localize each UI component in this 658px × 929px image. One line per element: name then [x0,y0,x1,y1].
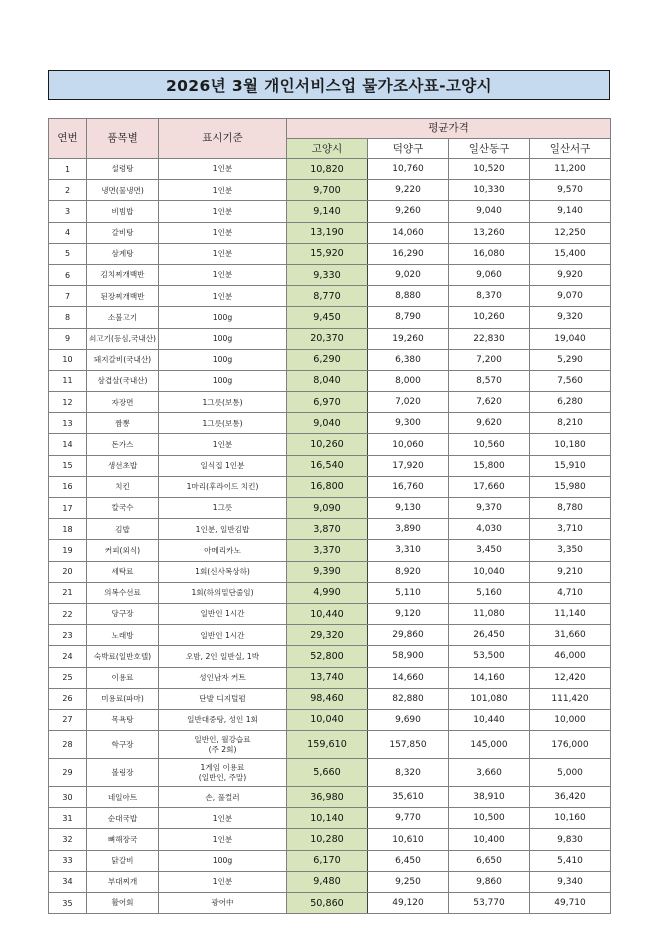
item-name-cell: 당구장 [87,603,159,624]
row-number-cell: 3 [49,201,87,222]
table-row [49,498,611,519]
price-cell-deokyang: 5,110 [368,582,449,603]
price-cell-deokyang: 9,260 [368,201,449,222]
row-number-cell: 26 [49,688,87,709]
price-cell-deokyang: 9,120 [368,603,449,624]
price-cell-deokyang: 9,690 [368,709,449,730]
standard-line-2: (주 2회) [208,744,237,754]
price-cell-ilsandong: 10,440 [449,709,530,730]
price-cell-deokyang: 19,260 [368,328,449,349]
standard-cell: 1그릇 [159,498,287,519]
price-cell-ilsandong: 38,910 [449,787,530,808]
price-cell-goyang: 52,800 [287,646,368,667]
price-cell-ilsandong: 7,620 [449,392,530,413]
price-cell-ilsanseo: 9,210 [530,561,611,582]
item-name-cell: 뼈해장국 [87,829,159,850]
standard-cell: 손, 풀컬러 [159,787,287,808]
price-cell-ilsanseo: 10,000 [530,709,611,730]
item-name-cell: 네일아트 [87,787,159,808]
price-cell-ilsandong: 3,660 [449,759,530,787]
page-title-banner [48,70,610,100]
page-title: 2026년 3월 개인서비스업 물가조사표-고양시 [165,77,493,95]
item-name-cell: 삼겹살(국내산) [87,370,159,391]
price-cell-deokyang: 8,320 [368,759,449,787]
price-cell-ilsanseo: 9,340 [530,871,611,892]
item-name-cell: 학구장 [87,731,159,759]
price-cell-ilsandong: 15,800 [449,455,530,476]
price-cell-ilsandong: 5,160 [449,582,530,603]
standard-cell: 1그릇(보통) [159,413,287,434]
table-body [49,159,611,914]
item-name-cell: 의복수선료 [87,582,159,603]
price-cell-deokyang: 9,130 [368,498,449,519]
standard-cell: 광어中 [159,893,287,914]
row-number-cell: 8 [49,307,87,328]
item-name-cell: 짬뽕 [87,413,159,434]
table-row [49,201,611,222]
price-cell-goyang: 36,980 [287,787,368,808]
row-number-cell: 9 [49,328,87,349]
price-cell-ilsanseo: 176,000 [530,731,611,759]
item-name-cell: 자장면 [87,392,159,413]
price-cell-ilsandong: 9,620 [449,413,530,434]
price-cell-ilsandong: 10,520 [449,159,530,180]
price-cell-ilsandong: 10,260 [449,307,530,328]
price-cell-deokyang: 10,060 [368,434,449,455]
price-cell-ilsanseo: 6,280 [530,392,611,413]
row-number-cell: 1 [49,159,87,180]
item-name-cell: 쇠고기(등심,국내산) [87,328,159,349]
price-cell-ilsanseo: 9,830 [530,829,611,850]
price-cell-ilsandong: 10,400 [449,829,530,850]
price-cell-ilsandong: 10,330 [449,180,530,201]
price-cell-ilsanseo: 5,410 [530,850,611,871]
price-cell-goyang: 5,660 [287,759,368,787]
item-name-cell: 비빔밥 [87,201,159,222]
table-row [49,413,611,434]
price-cell-ilsanseo: 10,160 [530,808,611,829]
price-cell-goyang: 15,920 [287,243,368,264]
price-table [48,118,611,914]
price-cell-ilsanseo: 12,420 [530,667,611,688]
standard-cell: 성인남자 커트 [159,667,287,688]
table-row [49,709,611,730]
price-cell-goyang: 98,460 [287,688,368,709]
column-header-region-ilsandong: 일산동구 [449,139,530,159]
price-cell-ilsandong: 9,860 [449,871,530,892]
standard-cell: 100g [159,850,287,871]
standard-cell: 1인분 [159,201,287,222]
price-cell-ilsanseo: 9,320 [530,307,611,328]
price-cell-goyang: 8,770 [287,286,368,307]
row-number-cell: 17 [49,498,87,519]
price-cell-ilsanseo: 11,200 [530,159,611,180]
row-number-cell: 27 [49,709,87,730]
row-number-cell: 28 [49,731,87,759]
price-cell-deokyang: 17,920 [368,455,449,476]
standard-cell: 아메리카노 [159,540,287,561]
table-row [49,349,611,370]
price-cell-ilsandong: 9,060 [449,264,530,285]
price-cell-ilsanseo: 8,210 [530,413,611,434]
price-cell-goyang: 10,040 [287,709,368,730]
standard-cell: 일반대중탕, 성인 1회 [159,709,287,730]
row-number-cell: 22 [49,603,87,624]
price-cell-goyang: 13,190 [287,222,368,243]
row-number-cell: 25 [49,667,87,688]
row-number-cell: 34 [49,871,87,892]
standard-cell: 1회(신사복상하) [159,561,287,582]
price-cell-goyang: 9,040 [287,413,368,434]
price-cell-goyang: 9,140 [287,201,368,222]
row-number-cell: 7 [49,286,87,307]
row-number-cell: 29 [49,759,87,787]
standard-line-2: (일반인, 주말) [198,772,247,782]
price-cell-deokyang: 58,900 [368,646,449,667]
row-number-cell: 35 [49,893,87,914]
table-row [49,561,611,582]
price-cell-goyang: 13,740 [287,667,368,688]
price-cell-goyang: 16,800 [287,476,368,497]
standard-cell [159,759,287,787]
price-cell-deokyang: 10,610 [368,829,449,850]
item-name-cell: 냉면(물냉면) [87,180,159,201]
table-row [49,829,611,850]
standard-cell: 일반인 1시간 [159,625,287,646]
price-cell-ilsanseo: 8,780 [530,498,611,519]
standard-cell: 1마리(후라이드 치킨) [159,476,287,497]
table-row [49,243,611,264]
price-cell-deokyang: 16,760 [368,476,449,497]
item-name-cell: 김밥 [87,519,159,540]
price-cell-deokyang: 6,450 [368,850,449,871]
price-cell-ilsanseo: 12,250 [530,222,611,243]
table-header-row-top [49,119,611,139]
price-cell-goyang: 20,370 [287,328,368,349]
row-number-cell: 12 [49,392,87,413]
row-number-cell: 30 [49,787,87,808]
standard-cell [159,731,287,759]
standard-cell: 1인분 [159,434,287,455]
price-cell-deokyang: 16,290 [368,243,449,264]
price-cell-goyang: 10,820 [287,159,368,180]
item-name-cell: 설렁탕 [87,159,159,180]
item-name-cell: 닭갈비 [87,850,159,871]
price-cell-ilsandong: 6,650 [449,850,530,871]
row-number-cell: 6 [49,264,87,285]
standard-cell: 1인분 [159,159,287,180]
price-cell-ilsandong: 16,080 [449,243,530,264]
column-header-region-ilsanseo: 일산서구 [530,139,611,159]
price-cell-ilsanseo: 31,660 [530,625,611,646]
item-name-cell: 부대찌개 [87,871,159,892]
item-name-cell: 소불고기 [87,307,159,328]
table-row [49,646,611,667]
table-row [49,759,611,787]
row-number-cell: 5 [49,243,87,264]
price-cell-deokyang: 6,380 [368,349,449,370]
item-name-cell: 볼링장 [87,759,159,787]
item-name-cell: 미용료(파마) [87,688,159,709]
price-cell-goyang: 9,480 [287,871,368,892]
price-cell-deokyang: 157,850 [368,731,449,759]
standard-cell: 오밤, 2인 일반실, 1박 [159,646,287,667]
item-name-cell: 세탁료 [87,561,159,582]
standard-cell: 1인분 [159,222,287,243]
price-cell-ilsandong: 11,080 [449,603,530,624]
standard-cell: 100g [159,328,287,349]
price-cell-deokyang: 9,770 [368,808,449,829]
column-header-item: 품목별 [87,119,159,159]
price-cell-ilsanseo: 9,920 [530,264,611,285]
price-cell-deokyang: 7,020 [368,392,449,413]
item-name-cell: 돈가스 [87,434,159,455]
row-number-cell: 2 [49,180,87,201]
column-header-region-deokyang: 덕양구 [368,139,449,159]
price-cell-goyang: 10,280 [287,829,368,850]
row-number-cell: 4 [49,222,87,243]
price-cell-deokyang: 10,760 [368,159,449,180]
standard-cell: 100g [159,349,287,370]
table-row [49,455,611,476]
standard-cell: 1인분 [159,808,287,829]
row-number-cell: 32 [49,829,87,850]
row-number-cell: 24 [49,646,87,667]
price-cell-deokyang: 3,890 [368,519,449,540]
price-cell-goyang: 159,610 [287,731,368,759]
table-row [49,540,611,561]
table-row [49,582,611,603]
price-cell-ilsanseo: 9,070 [530,286,611,307]
standard-cell: 1회(하의밑단줄임) [159,582,287,603]
column-header-group-average-price: 평균가격 [287,119,611,139]
item-name-cell: 돼지갈비(국내산) [87,349,159,370]
standard-cell: 1인분, 일반김밥 [159,519,287,540]
item-name-cell: 순대국밥 [87,808,159,829]
price-cell-ilsandong: 17,660 [449,476,530,497]
table-row [49,688,611,709]
row-number-cell: 16 [49,476,87,497]
standard-cell: 일반인 1시간 [159,603,287,624]
item-name-cell: 노래방 [87,625,159,646]
price-cell-deokyang: 8,920 [368,561,449,582]
price-cell-deokyang: 49,120 [368,893,449,914]
table-row [49,264,611,285]
standard-cell: 1인분 [159,829,287,850]
column-header-region-goyang: 고양시 [287,139,368,159]
price-cell-goyang: 50,860 [287,893,368,914]
price-cell-deokyang: 9,300 [368,413,449,434]
price-cell-ilsanseo: 5,000 [530,759,611,787]
price-cell-goyang: 9,330 [287,264,368,285]
item-name-cell: 갈비탕 [87,222,159,243]
row-number-cell: 20 [49,561,87,582]
price-cell-goyang: 10,440 [287,603,368,624]
price-cell-ilsandong: 7,200 [449,349,530,370]
price-cell-goyang: 9,700 [287,180,368,201]
item-name-cell: 된장찌개백반 [87,286,159,307]
price-cell-deokyang: 9,020 [368,264,449,285]
price-cell-ilsandong: 10,040 [449,561,530,582]
item-name-cell: 이용료 [87,667,159,688]
price-cell-ilsanseo: 15,910 [530,455,611,476]
price-cell-goyang: 3,370 [287,540,368,561]
price-cell-ilsanseo: 9,570 [530,180,611,201]
price-cell-goyang: 9,390 [287,561,368,582]
row-number-cell: 14 [49,434,87,455]
price-cell-goyang: 6,170 [287,850,368,871]
item-name-cell: 숙박료(일반호텔) [87,646,159,667]
item-name-cell: 생선초밥 [87,455,159,476]
price-cell-ilsandong: 9,370 [449,498,530,519]
price-cell-deokyang: 8,000 [368,370,449,391]
price-cell-ilsandong: 13,260 [449,222,530,243]
column-header-no: 연번 [49,119,87,159]
price-cell-ilsanseo: 49,710 [530,893,611,914]
price-cell-ilsanseo: 36,420 [530,787,611,808]
price-cell-goyang: 9,090 [287,498,368,519]
table-row [49,307,611,328]
item-name-cell: 활어회 [87,893,159,914]
price-cell-deokyang: 14,060 [368,222,449,243]
price-cell-deokyang: 9,220 [368,180,449,201]
price-cell-goyang: 3,870 [287,519,368,540]
price-cell-deokyang: 3,310 [368,540,449,561]
price-cell-ilsandong: 53,770 [449,893,530,914]
table-row [49,434,611,455]
price-cell-deokyang: 14,660 [368,667,449,688]
price-cell-ilsanseo: 9,140 [530,201,611,222]
table-row [49,286,611,307]
standard-cell: 1인분 [159,871,287,892]
row-number-cell: 10 [49,349,87,370]
row-number-cell: 18 [49,519,87,540]
table-row [49,392,611,413]
item-name-cell: 치킨 [87,476,159,497]
row-number-cell: 21 [49,582,87,603]
standard-line-1: 1게임 이용료 [200,763,245,773]
price-cell-ilsanseo: 3,350 [530,540,611,561]
price-cell-ilsandong: 10,560 [449,434,530,455]
table-row [49,893,611,914]
price-cell-ilsanseo: 7,560 [530,370,611,391]
standard-cell: 1인분 [159,243,287,264]
price-cell-deokyang: 9,250 [368,871,449,892]
standard-cell: 일식집 1인분 [159,455,287,476]
table-head [49,119,611,159]
table-row [49,667,611,688]
price-table-container [48,118,610,914]
standard-cell: 100g [159,307,287,328]
table-row [49,603,611,624]
standard-cell: 100g [159,370,287,391]
standard-cell: 1인분 [159,264,287,285]
standard-cell: 1인분 [159,286,287,307]
price-cell-ilsandong: 8,370 [449,286,530,307]
price-cell-ilsanseo: 3,710 [530,519,611,540]
price-cell-ilsandong: 22,830 [449,328,530,349]
table-row [49,370,611,391]
price-cell-ilsandong: 4,030 [449,519,530,540]
standard-cell: 단발 디지털펌 [159,688,287,709]
price-cell-goyang: 6,290 [287,349,368,370]
price-cell-ilsandong: 8,570 [449,370,530,391]
column-header-standard: 표시기준 [159,119,287,159]
price-cell-deokyang: 8,790 [368,307,449,328]
row-number-cell: 11 [49,370,87,391]
table-row [49,808,611,829]
price-cell-goyang: 29,320 [287,625,368,646]
price-cell-goyang: 6,970 [287,392,368,413]
price-cell-ilsandong: 145,000 [449,731,530,759]
price-cell-ilsanseo: 10,180 [530,434,611,455]
price-cell-ilsandong: 9,040 [449,201,530,222]
price-cell-ilsandong: 14,160 [449,667,530,688]
price-cell-ilsanseo: 46,000 [530,646,611,667]
row-number-cell: 15 [49,455,87,476]
item-name-cell: 커피(외식) [87,540,159,561]
price-cell-goyang: 10,140 [287,808,368,829]
price-cell-ilsanseo: 4,710 [530,582,611,603]
price-cell-ilsandong: 26,450 [449,625,530,646]
row-number-cell: 13 [49,413,87,434]
price-cell-ilsandong: 53,500 [449,646,530,667]
table-row [49,787,611,808]
price-cell-ilsanseo: 5,290 [530,349,611,370]
price-cell-goyang: 8,040 [287,370,368,391]
price-cell-ilsanseo: 15,980 [530,476,611,497]
item-name-cell: 목욕탕 [87,709,159,730]
item-name-cell: 김치찌개백반 [87,264,159,285]
price-cell-goyang: 16,540 [287,455,368,476]
price-cell-ilsandong: 101,080 [449,688,530,709]
price-cell-deokyang: 29,860 [368,625,449,646]
table-row [49,625,611,646]
table-row [49,731,611,759]
table-row [49,159,611,180]
price-cell-ilsanseo: 15,400 [530,243,611,264]
table-row [49,850,611,871]
table-row [49,180,611,201]
table-row [49,519,611,540]
price-cell-deokyang: 8,880 [368,286,449,307]
row-number-cell: 19 [49,540,87,561]
price-cell-goyang: 4,990 [287,582,368,603]
price-cell-ilsandong: 10,500 [449,808,530,829]
price-cell-goyang: 9,450 [287,307,368,328]
row-number-cell: 33 [49,850,87,871]
item-name-cell: 칼국수 [87,498,159,519]
row-number-cell: 23 [49,625,87,646]
price-cell-goyang: 10,260 [287,434,368,455]
price-cell-ilsandong: 3,450 [449,540,530,561]
price-cell-ilsanseo: 19,040 [530,328,611,349]
table-row [49,222,611,243]
standard-cell: 1인분 [159,180,287,201]
item-name-cell: 삼계탕 [87,243,159,264]
price-cell-deokyang: 82,880 [368,688,449,709]
table-row [49,476,611,497]
row-number-cell: 31 [49,808,87,829]
price-cell-ilsanseo: 11,140 [530,603,611,624]
table-row [49,328,611,349]
table-row [49,871,611,892]
price-cell-deokyang: 35,610 [368,787,449,808]
price-cell-ilsanseo: 111,420 [530,688,611,709]
standard-line-1: 일반인, 월강습료 [194,735,251,745]
standard-cell: 1그릇(보통) [159,392,287,413]
